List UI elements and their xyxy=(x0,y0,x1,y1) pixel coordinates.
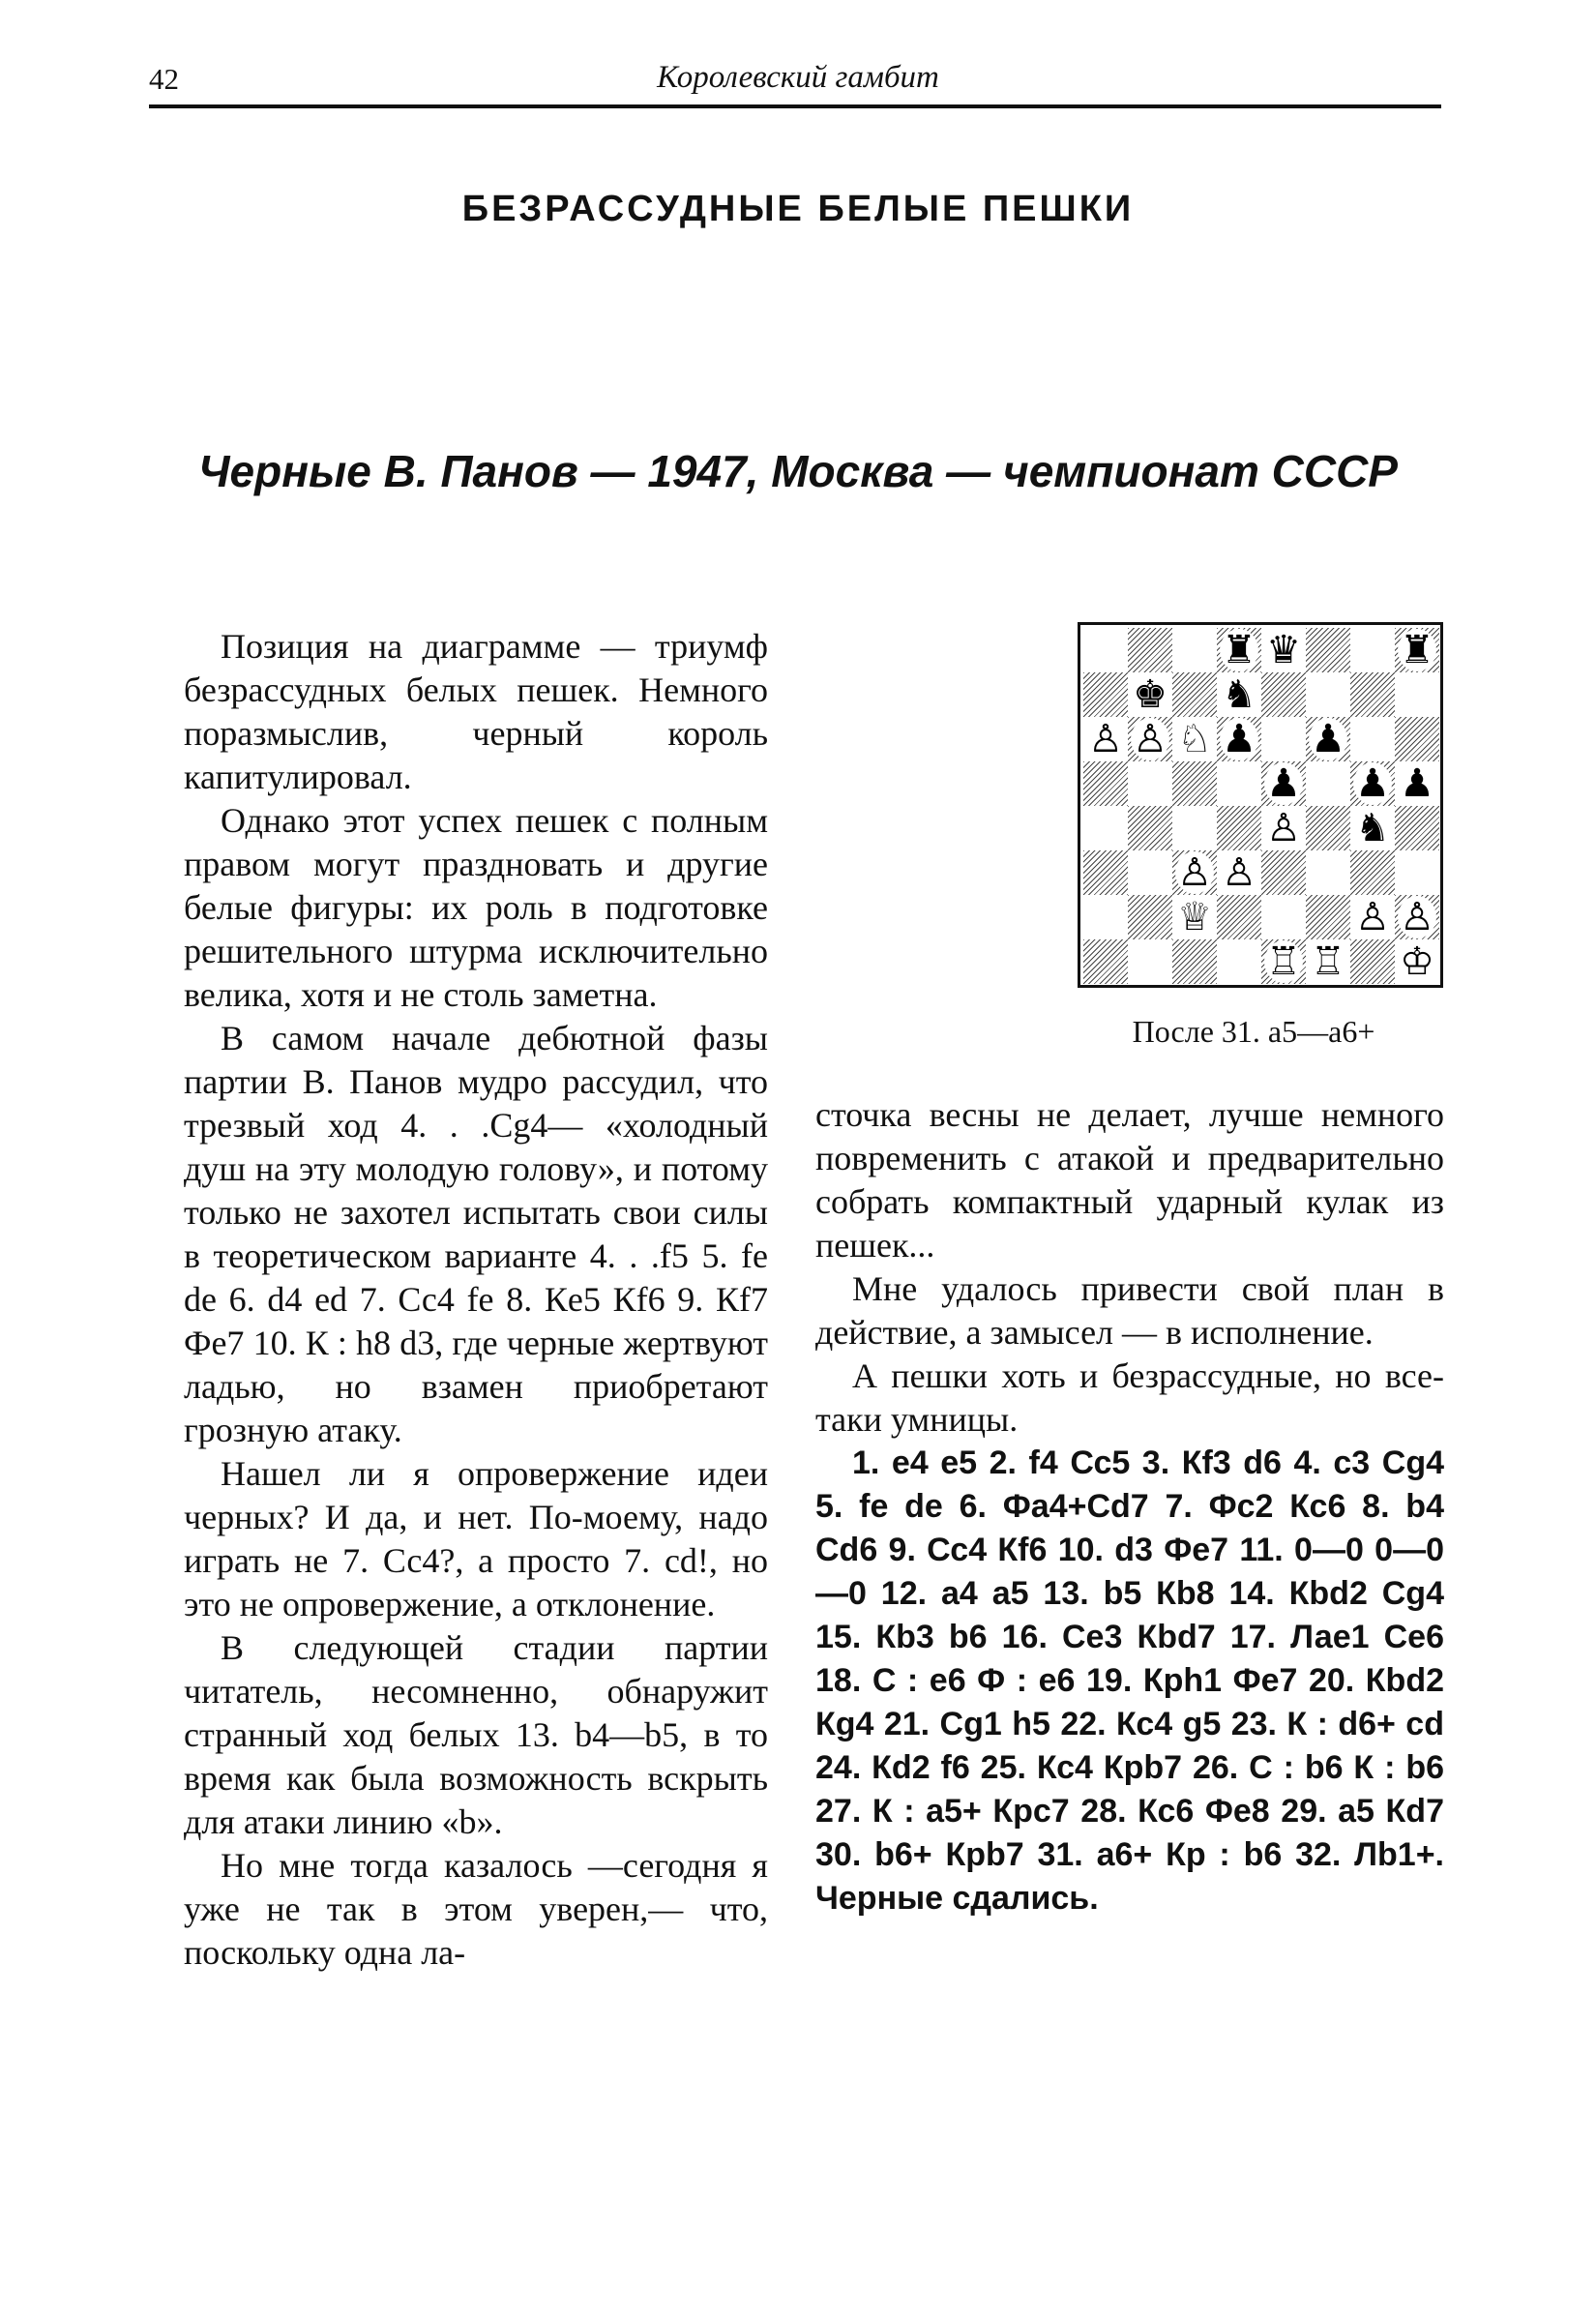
square-g6 xyxy=(1350,717,1395,761)
chess-piece: ♙ xyxy=(1220,851,1258,894)
chess-piece: ♜ xyxy=(1220,629,1258,671)
square-b4 xyxy=(1128,806,1172,850)
square-a5 xyxy=(1083,761,1128,806)
paragraph: В следующей стадии партии читатель, несомненно, обнаружит странный ход белых 13. b4—b5, в то время как была возможность вскрыть для атаки линию «b». xyxy=(184,1628,768,1841)
square-d3 xyxy=(1217,850,1261,895)
game-subtitle: Черные В. Панов — 1947, Москва — чемпионат СССР xyxy=(197,446,1398,496)
chess-piece: ♞ xyxy=(1353,807,1392,849)
square-a4 xyxy=(1083,806,1128,850)
square-d7 xyxy=(1217,672,1261,717)
square-g1 xyxy=(1350,939,1395,984)
square-b8 xyxy=(1128,628,1172,672)
chapter-title: БЕЗРАССУДНЫЕ БЕЛЫЕ ПЕШКИ xyxy=(461,189,1135,229)
square-c6 xyxy=(1172,717,1217,761)
square-b3 xyxy=(1128,850,1172,895)
square-h4 xyxy=(1395,806,1439,850)
left-column xyxy=(184,625,768,1975)
square-c1 xyxy=(1172,939,1217,984)
square-d5 xyxy=(1217,761,1261,806)
paragraph: В самом начале дебютной фазы партии В. Панов мудро рассудил, что трезвый ход 4. . .Сg4— «холодный душ на эту молодую голову», и потому только не захотел испытать свои силы в теоретическом варианте 4. . .f5 5. fe de 6. d4 ed 7. Сс4 fe 8. Кe5 Кf6 9. Кf7 Фе7 10. К : h8 d3, где черные жертвуют ладью, но взамен приобретают грозную атаку. xyxy=(184,1019,768,1449)
square-b1 xyxy=(1128,939,1172,984)
square-f4 xyxy=(1306,806,1350,850)
chess-piece: ♜ xyxy=(1398,629,1436,671)
square-e1 xyxy=(1261,939,1306,984)
square-a3 xyxy=(1083,850,1128,895)
chess-piece: ♕ xyxy=(1175,896,1214,938)
paragraph: Но мне тогда казалось —сегодня я уже не так в этом уверен,— что, поскольку одна ла- xyxy=(184,1846,768,1972)
square-g2 xyxy=(1350,895,1395,939)
square-f6 xyxy=(1306,717,1350,761)
chess-piece: ♙ xyxy=(1353,896,1392,938)
paragraph: Позиция на диаграмме — триумф безрассудных белых пешек. Немного поразмыслив, черный король капитулировал. xyxy=(184,627,768,796)
square-g7 xyxy=(1350,672,1395,717)
paragraph: Мне удалось привести свой план в действие, а замысел — в исполнение. xyxy=(815,1269,1444,1352)
square-g8 xyxy=(1350,628,1395,672)
chess-board xyxy=(1083,628,1439,984)
square-d1 xyxy=(1217,939,1261,984)
square-f5 xyxy=(1306,761,1350,806)
square-e2 xyxy=(1261,895,1306,939)
chess-piece: ♟ xyxy=(1220,718,1258,760)
square-e4 xyxy=(1261,806,1306,850)
square-e7 xyxy=(1261,672,1306,717)
square-h7 xyxy=(1395,672,1439,717)
square-d8 xyxy=(1217,628,1261,672)
chess-piece: ♙ xyxy=(1131,718,1169,760)
square-b5 xyxy=(1128,761,1172,806)
square-a2 xyxy=(1083,895,1128,939)
diagram-caption: После 31. а5—а6+ xyxy=(1132,1014,1375,1049)
square-b6 xyxy=(1128,717,1172,761)
square-a8 xyxy=(1083,628,1128,672)
paragraph: сточка весны не делает, лучше немного повременить с атакой и предварительно собрать компактный ударный кулак из пешек... xyxy=(815,1095,1444,1265)
square-d6 xyxy=(1217,717,1261,761)
chess-piece: ♘ xyxy=(1175,718,1214,760)
square-f1 xyxy=(1306,939,1350,984)
page-number: 42 xyxy=(149,62,179,96)
square-g5 xyxy=(1350,761,1395,806)
right-column xyxy=(815,1093,1444,1920)
chess-piece: ♟ xyxy=(1309,718,1347,760)
square-a1 xyxy=(1083,939,1128,984)
chess-piece: ♙ xyxy=(1398,896,1436,938)
square-a6 xyxy=(1083,717,1128,761)
square-f2 xyxy=(1306,895,1350,939)
chess-piece: ♞ xyxy=(1220,673,1258,716)
game-moves: 1. е4 е5 2. f4 Сс5 3. Кf3 d6 4. с3 Сg4 5. fe de 6. Фа4+Сd7 7. Фс2 Кс6 8. b4 Сd6 9. Сс4 Кf6 10. d3 Фе7 11. 0—0 0—0—0 12. а4 а5 13. b5 Кb8 14. Кbd2 Сg4 15. Кb3 b6 16. Се3 Кbd7 17. Лае1 Се6 18. С : е6 Ф : е6 19. Крh1 Фе7 20. Кbd2 Кg4 21. Сg1 h5 22. Кс4 g5 23. К : d6+ cd 24. Кd2 f6 25. Кс4 Крb7 26. С : b6 К : b6 27. К : а5+ Крс7 28. Кс6 Фе8 29. а5 Кd7 30. b6+ Крb7 31. а6+ Кр : b6 32. Лb1+. Черные сдались. xyxy=(815,1444,1444,1917)
square-f8 xyxy=(1306,628,1350,672)
square-f3 xyxy=(1306,850,1350,895)
square-h5 xyxy=(1395,761,1439,806)
chess-piece: ♙ xyxy=(1264,807,1303,849)
paragraph: Нашел ли я опровержение идеи черных? И да, и нет. По-моему, надо играть не 7. Сс4?, а просто 7. cd!, но это не опровержение, а отклонение. xyxy=(184,1454,768,1623)
chess-piece: ♛ xyxy=(1264,629,1303,671)
square-e8 xyxy=(1261,628,1306,672)
square-e6 xyxy=(1261,717,1306,761)
chess-piece: ♙ xyxy=(1086,718,1125,760)
square-c8 xyxy=(1172,628,1217,672)
square-b2 xyxy=(1128,895,1172,939)
square-c5 xyxy=(1172,761,1217,806)
chess-piece: ♟ xyxy=(1264,762,1303,805)
chess-piece: ♟ xyxy=(1353,762,1392,805)
square-d2 xyxy=(1217,895,1261,939)
chess-piece: ♔ xyxy=(1398,940,1436,983)
header-rule xyxy=(149,104,1441,108)
square-h8 xyxy=(1395,628,1439,672)
running-header: Королевский гамбит xyxy=(657,60,939,95)
square-b7 xyxy=(1128,672,1172,717)
paragraph: А пешки хоть и безрассудные, но все-таки умницы. xyxy=(815,1356,1444,1439)
square-f7 xyxy=(1306,672,1350,717)
chess-diagram xyxy=(1078,622,1443,988)
paragraph: Однако этот успех пешек с полным правом могут праздновать и другие белые фигуры: их роль в подготовке решительного штурма исключительно велика, хотя и не столь заметна. xyxy=(184,801,768,1014)
chess-piece: ♙ xyxy=(1175,851,1214,894)
square-c2 xyxy=(1172,895,1217,939)
square-c4 xyxy=(1172,806,1217,850)
chess-piece: ♚ xyxy=(1131,673,1169,716)
square-c7 xyxy=(1172,672,1217,717)
square-g3 xyxy=(1350,850,1395,895)
chess-piece: ♖ xyxy=(1264,940,1303,983)
square-e3 xyxy=(1261,850,1306,895)
chess-piece: ♟ xyxy=(1398,762,1436,805)
square-h2 xyxy=(1395,895,1439,939)
square-h6 xyxy=(1395,717,1439,761)
square-e5 xyxy=(1261,761,1306,806)
square-g4 xyxy=(1350,806,1395,850)
chess-piece: ♖ xyxy=(1309,940,1347,983)
square-h1 xyxy=(1395,939,1439,984)
square-c3 xyxy=(1172,850,1217,895)
square-a7 xyxy=(1083,672,1128,717)
square-d4 xyxy=(1217,806,1261,850)
square-h3 xyxy=(1395,850,1439,895)
